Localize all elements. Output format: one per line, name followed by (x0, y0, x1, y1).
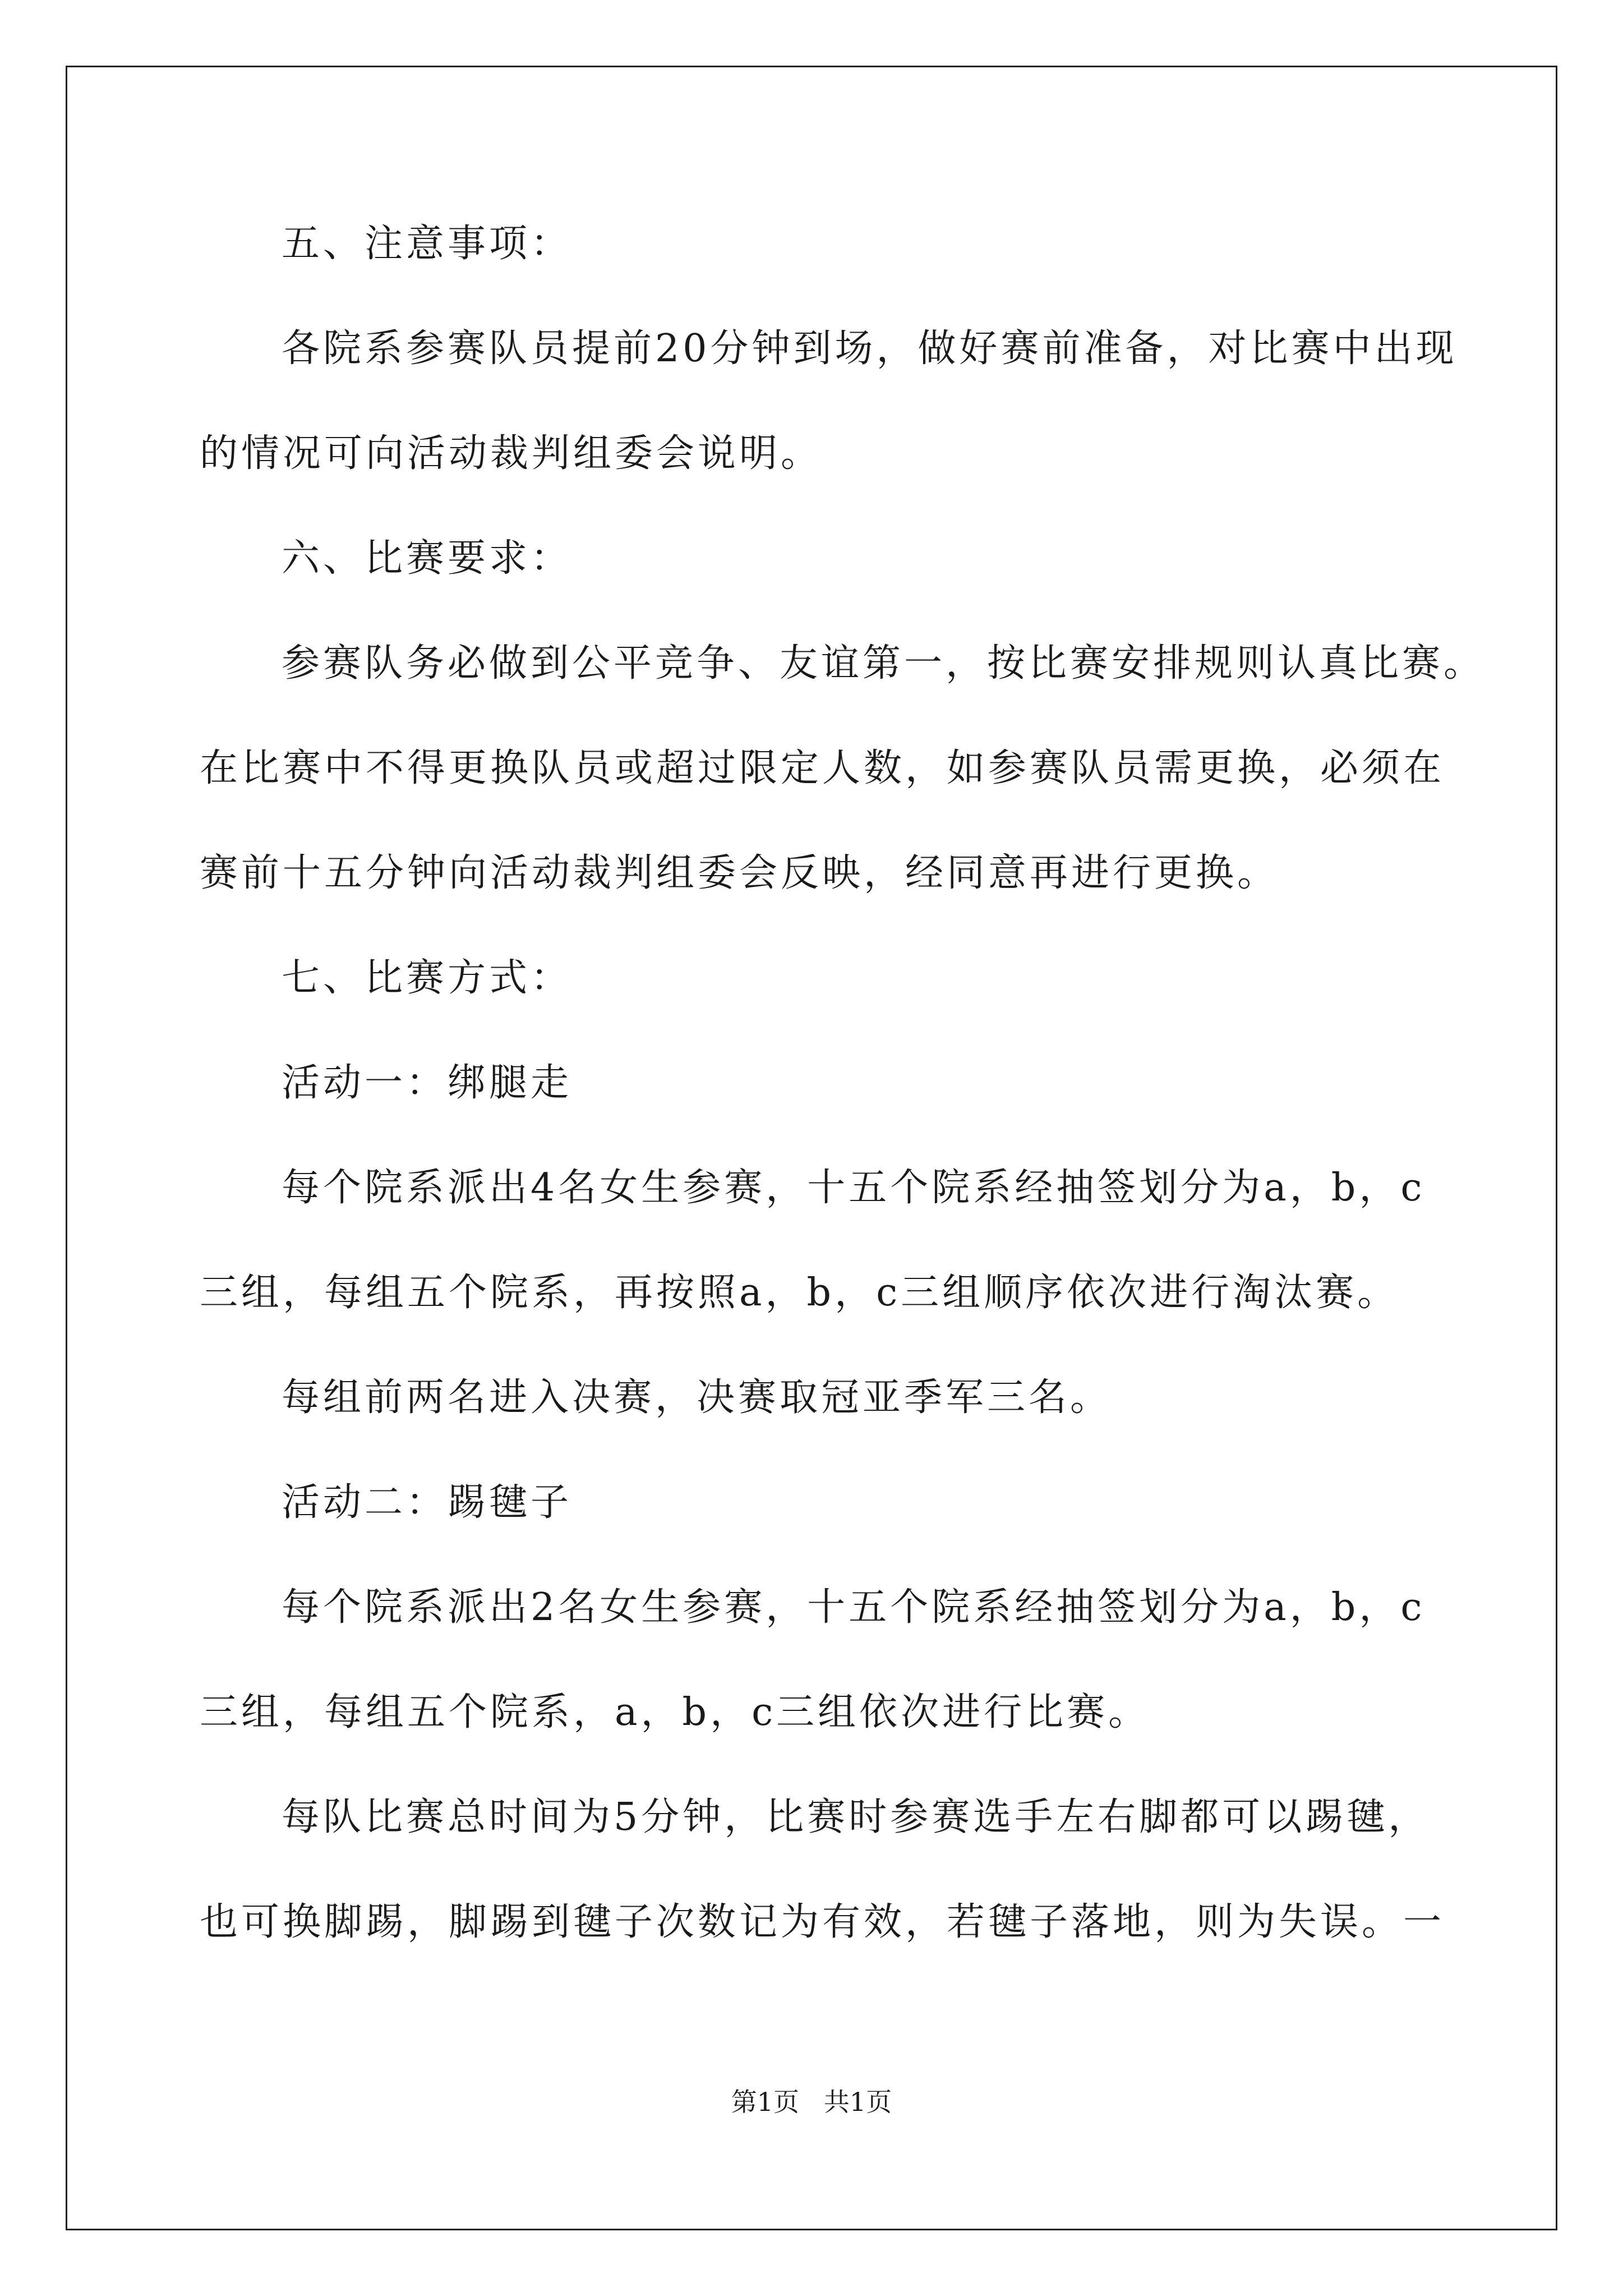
paragraph-line: 每个院系派出2名女生参赛，十五个院系经抽签划分为a，b，c (282, 1585, 1426, 1630)
paragraph-line: 每队比赛总时间为5分钟，比赛时参赛选手左右脚都可以踢毽， (282, 1795, 1430, 1839)
paragraph-line: 的情况可向活动裁判组委会说明。 (200, 431, 823, 476)
section-heading-requirements: 六、比赛要求： (282, 536, 573, 581)
section-heading-notes: 五、注意事项： (282, 222, 573, 266)
paragraph-line: 每组前两名进入决赛，决赛取冠亚季军三名。 (282, 1375, 1112, 1420)
paragraph-line: 参赛队务必做到公平竞争、友谊第一，按比赛安排规则认真比赛。 (282, 641, 1486, 685)
section-heading-format: 七、比赛方式： (282, 956, 573, 1000)
document-body (200, 210, 1486, 1994)
page-number-footer: 第1页 共1页 (731, 2087, 892, 2117)
paragraph-line: 每个院系派出4名女生参赛，十五个院系经抽签划分为a，b，c (282, 1166, 1426, 1210)
paragraph-line: 各院系参赛队员提前20分钟到场，做好赛前准备，对比赛中出现 (282, 326, 1458, 371)
paragraph-line: 在比赛中不得更换队员或超过限定人数，如参赛队员需更换，必须在 (200, 746, 1445, 790)
activity-heading-2: 活动二：踢毽子 (282, 1480, 573, 1525)
paragraph-line: 三组，每组五个院系，a，b，c三组依次进行比赛。 (200, 1690, 1150, 1734)
paragraph-line: 也可换脚踢，脚踢到毽子次数记为有效，若毽子落地，则为失误。一 (200, 1900, 1445, 1944)
activity-heading-1: 活动一：绑腿走 (282, 1061, 573, 1105)
paragraph-line: 三组，每组五个院系，再按照a，b，c三组顺序依次进行淘汰赛。 (200, 1271, 1399, 1315)
paragraph-line: 赛前十五分钟向活动裁判组委会反映，经同意再进行更换。 (200, 851, 1279, 895)
